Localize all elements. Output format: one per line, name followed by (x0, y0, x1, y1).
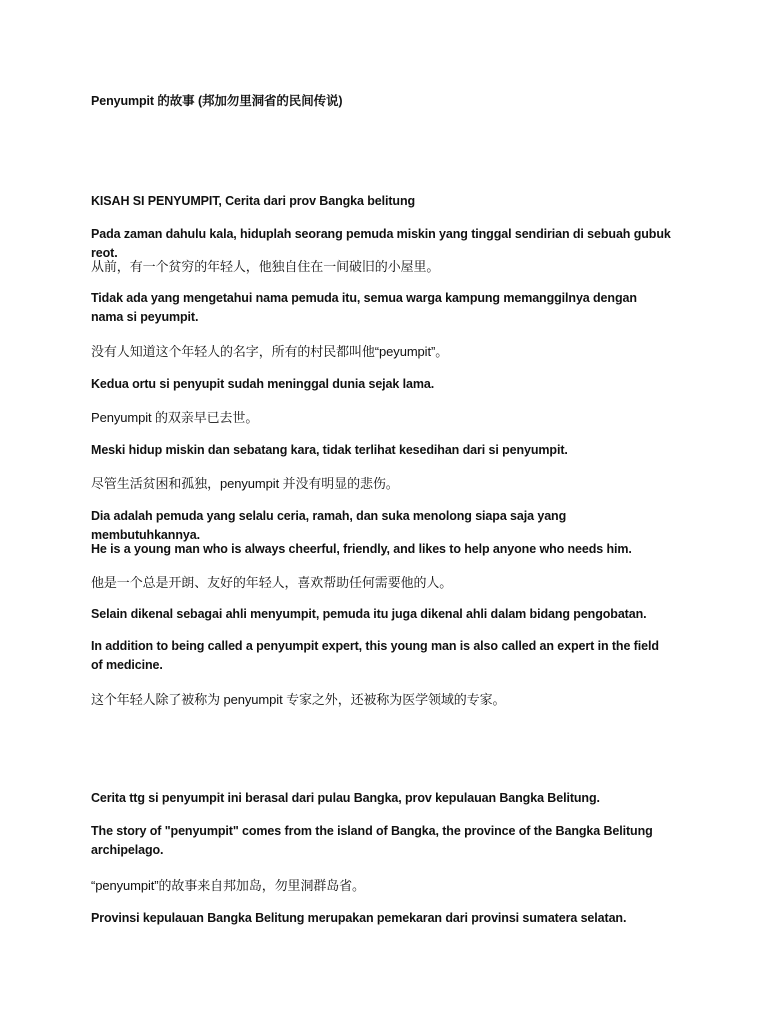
paragraph: Provinsi kepulauan Bangka Belitung merupakan pemekaran dari provinsi sumatera selatan. (91, 911, 627, 925)
paragraph: “penyumpit”的故事来自邦加岛，勿里洞群岛省。 (91, 878, 365, 893)
paragraph: 尽管生活贫困和孤独，penyumpit 并没有明显的悲伤。 (91, 476, 399, 491)
paragraph: Penyumpit 的双亲早已去世。 (91, 410, 259, 425)
paragraph: 从前，有一个贫穷的年轻人，他独自住在一间破旧的小屋里。 (91, 259, 440, 274)
paragraph: The story of "penyumpit" comes from the island of Bangka, the province of the Bangka Belitung archipelago. (91, 824, 653, 857)
paragraph: Cerita ttg si penyumpit ini berasal dari pulau Bangka, prov kepulauan Bangka Belitung. (91, 791, 600, 805)
document-title: Penyumpit 的故事 (邦加勿里洞省的民间传说) (91, 94, 343, 108)
paragraph: 没有人知道这个年轻人的名字，所有的村民都叫他“peyumpit”。 (91, 344, 449, 359)
story-heading: KISAH SI PENYUMPIT, Cerita dari prov Bangka belitung (91, 194, 416, 208)
paragraph: Tidak ada yang mengetahui nama pemuda itu, semua warga kampung memanggilnya dengan nama si peyumpit. (91, 291, 637, 324)
paragraph: Pada zaman dahulu kala, hiduplah seorang pemuda miskin yang tinggal sendirian di sebuah gubuk reot. (91, 227, 671, 260)
paragraph: Selain dikenal sebagai ahli menyumpit, pemuda itu juga dikenal ahli dalam bidang pengobatan. (91, 607, 647, 621)
paragraph: 这个年轻人除了被称为 penyumpit 专家之外，还被称为医学领域的专家。 (91, 692, 506, 707)
paragraph: Meski hidup miskin dan sebatang kara, tidak terlihat kesedihan dari si penyumpit. (91, 443, 568, 457)
paragraph: 他是一个总是开朗、友好的年轻人，喜欢帮助任何需要他的人。 (91, 575, 453, 590)
paragraph: Kedua ortu si penyupit sudah meninggal dunia sejak lama. (91, 377, 435, 391)
paragraph: He is a young man who is always cheerful, friendly, and likes to help anyone who needs him. (91, 542, 632, 556)
paragraph: Dia adalah pemuda yang selalu ceria, ramah, dan suka menolong siapa saja yang membutuhkannya. (91, 509, 567, 542)
paragraph: In addition to being called a penyumpit expert, this young man is also called an expert in the field of medicine. (91, 639, 659, 672)
